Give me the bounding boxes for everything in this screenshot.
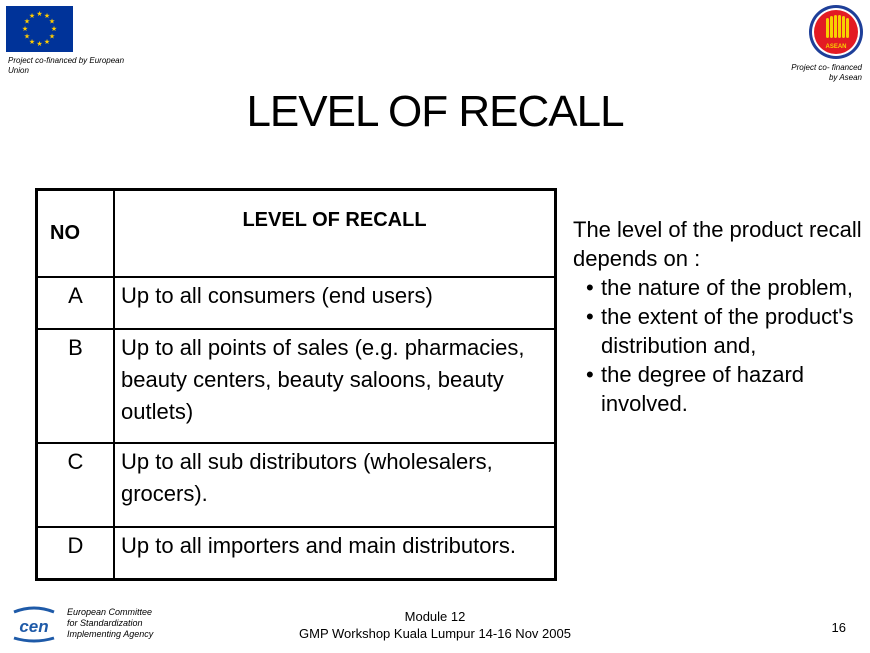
list-item [573,360,863,418]
slide-title: LEVEL OF RECALL [246,87,624,136]
asean-logo-icon [808,4,864,60]
table-row [37,277,556,329]
svg-text:★: ★ [36,40,43,48]
list-item-text: the extent of the product's distribution and, [601,304,854,358]
row-no: B [37,329,115,443]
svg-text:★: ★ [50,25,58,33]
svg-text:★: ★ [48,17,56,26]
bullet-icon: • [586,362,594,387]
cen-caption-line3: Implementing Agency [67,629,154,639]
svg-text:cen: cen [19,617,49,636]
workshop-name: GMP Workshop Kuala Lumpur 14-16 Nov 2005 [299,626,571,641]
table-row [37,443,556,527]
list-item [573,273,863,302]
svg-text:ASEAN: ASEAN [825,44,847,50]
row-level: Up to all consumers (end users) [114,277,556,329]
header-level-of-recall: LEVEL OF RECALL [114,190,556,278]
cen-caption-line2: for Standardization [67,618,143,628]
row-no: D [37,527,115,580]
svg-text:★: ★ [23,32,31,41]
module-name: Module 12 [404,609,466,624]
module-info [0,608,870,642]
row-level: Up to all sub distributors (wholesalers, grocers). [114,443,556,527]
list-item [573,302,863,360]
bullet-icon: • [586,275,594,300]
table-row [37,329,556,443]
eu-flag-icon [6,6,73,52]
recall-factors-list [573,273,863,418]
recall-factors-intro: The level of the product recall depends on : [573,217,862,271]
bullet-icon: • [586,304,594,329]
asean-caption-line1: Project co- financed [791,63,862,72]
svg-text:★: ★ [36,10,43,18]
row-no: C [37,443,115,527]
svg-text:★: ★ [28,12,36,20]
list-item-text: the degree of hazard involved. [601,362,805,416]
svg-text:★: ★ [23,17,31,26]
eu-caption: Project co-financed by European Union [8,56,125,75]
row-level: Up to all importers and main distributors. [114,527,556,580]
asean-caption [742,63,862,83]
recall-level-table [35,188,557,581]
asean-caption-line2: by Asean [828,73,862,82]
row-no: A [37,277,115,329]
svg-text:★: ★ [28,38,36,46]
svg-text:★: ★ [43,38,51,46]
svg-text:★: ★ [48,32,56,41]
cen-caption-line1: European Committee [67,607,153,617]
table-header-row [37,190,556,278]
svg-text:★: ★ [21,25,29,33]
page-number: 16 [831,620,846,635]
row-level: Up to all points of sales (e.g. pharmacies, beauty centers, beauty saloons, beauty outlets) [114,329,556,443]
svg-text:★: ★ [43,12,51,20]
list-item-text: the nature of the problem, [601,275,853,300]
table-row [37,527,556,580]
recall-factors [573,215,863,418]
header-no: NO [37,190,115,278]
